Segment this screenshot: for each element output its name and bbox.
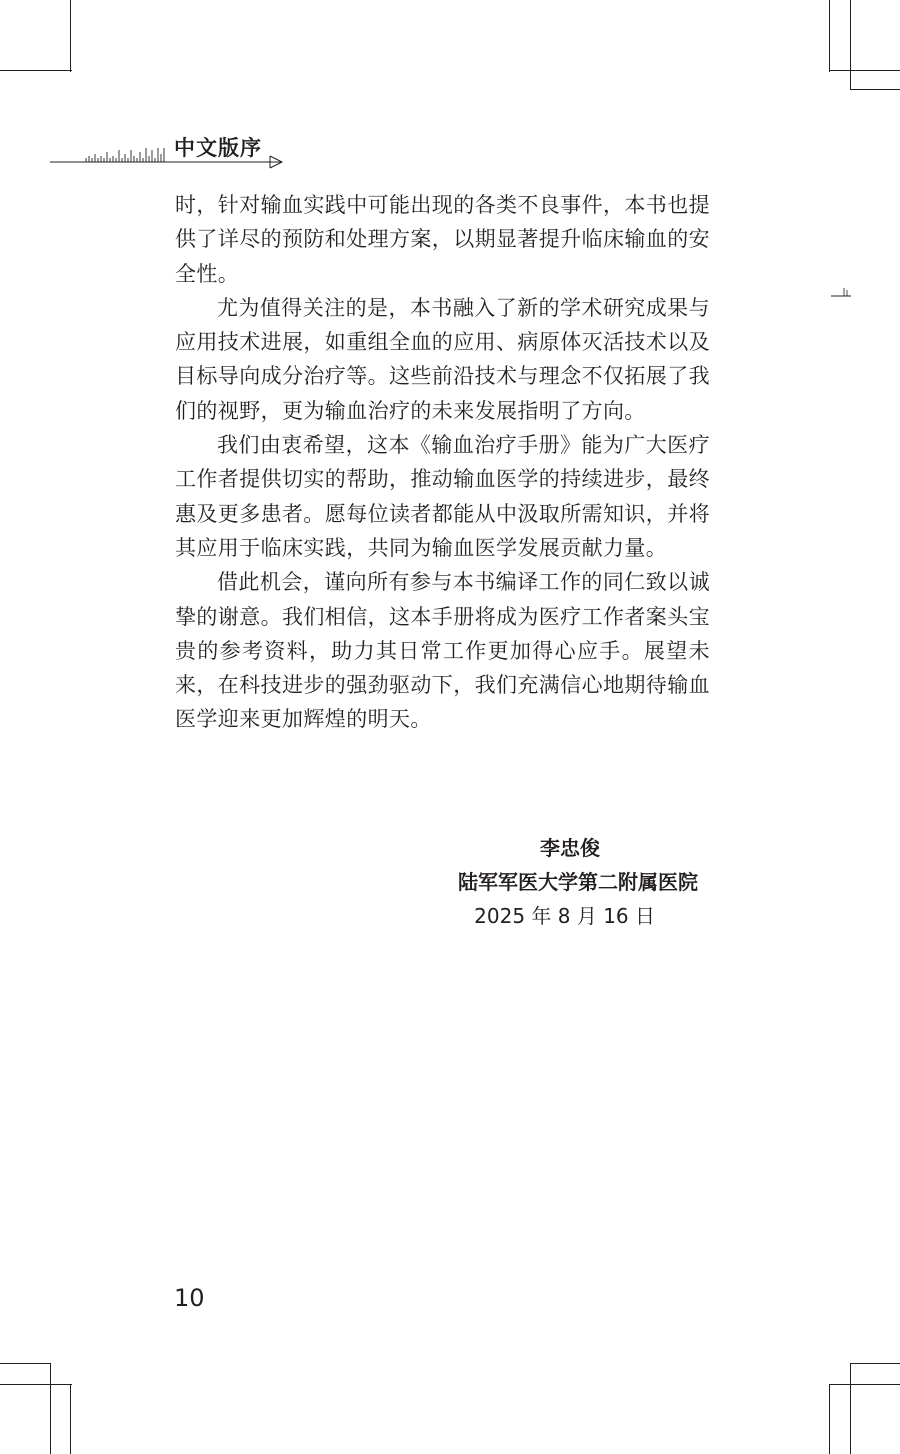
crop-mark bbox=[50, 1363, 51, 1454]
crop-mark bbox=[0, 1384, 72, 1385]
signature-name: 李忠俊 bbox=[540, 836, 600, 860]
side-tick-mark bbox=[831, 288, 851, 300]
crop-mark bbox=[850, 1363, 900, 1364]
page-number: 10 bbox=[174, 1284, 205, 1312]
paragraph: 尤为值得关注的是，本书融入了新的学术研究成果与应用技术进展，如重组全血的应用、病原体灭活技术以及目标导向成分治疗等。这些前沿技术与理念不仅拓展了我们的视野，更为输血治疗的未来发展指明了方向。 bbox=[175, 295, 710, 423]
paragraph: 我们由衷希望，这本《输血治疗手册》能为广大医疗工作者提供切实的帮助，推动输血医学的持续进步，最终惠及更多患者。愿每位读者都能从中汲取所需知识，并将其应用于临床实践，共同为输血医学发展贡献力量。 bbox=[175, 433, 710, 560]
header-title: 中文版序 bbox=[174, 136, 262, 160]
running-header bbox=[50, 128, 290, 172]
paragraph: 时，针对输血实践中可能出现的各类不良事件，本书也提供了详尽的预防和处理方案，以期显著提升临床输血的安全性。 bbox=[175, 193, 710, 286]
crop-mark bbox=[70, 1384, 71, 1454]
crop-mark bbox=[0, 70, 72, 71]
crop-mark bbox=[829, 1384, 830, 1454]
crop-mark bbox=[850, 1363, 851, 1454]
body-text bbox=[175, 188, 710, 737]
crop-mark bbox=[850, 0, 851, 90]
crop-mark bbox=[70, 0, 71, 72]
crop-mark bbox=[829, 70, 900, 71]
signature-institution: 陆军军医大学第二附属医院 bbox=[458, 870, 698, 894]
crop-mark bbox=[829, 0, 830, 72]
crop-mark bbox=[829, 1384, 900, 1385]
crop-mark bbox=[0, 1363, 50, 1364]
signature-date: 2025 年 8 月 16 日 bbox=[474, 904, 655, 928]
crop-mark bbox=[850, 89, 900, 90]
paragraph: 借此机会，谨向所有参与本书编译工作的同仁致以诚挚的谢意。我们相信，这本手册将成为医疗工作者案头宝贵的参考资料，助力其日常工作更加得心应手。展望未来，在科技进步的强劲驱动下，我们充满信心地期待输血医学迎来更加辉煌的明天。 bbox=[175, 570, 710, 732]
